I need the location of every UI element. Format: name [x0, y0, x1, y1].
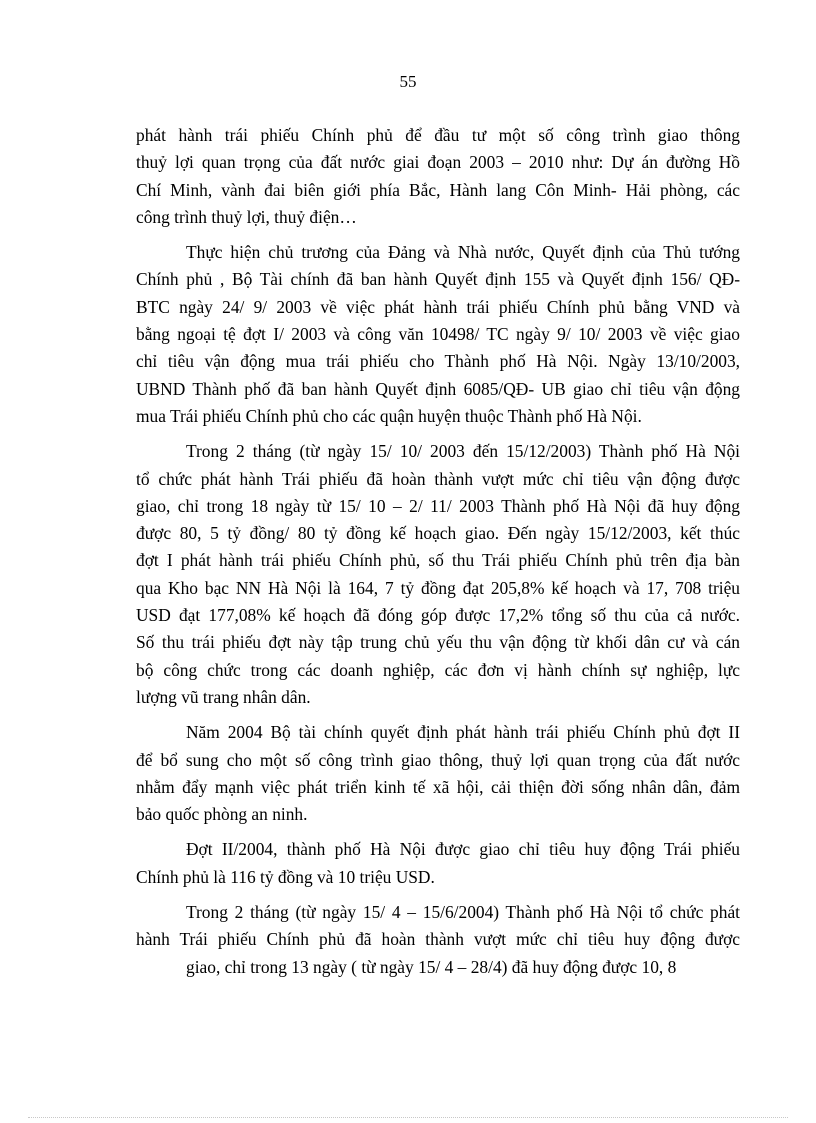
text-line: Thực hiện chủ trương của Đảng và Nhà nước, Quyết định của Thủ tướng [186, 242, 740, 263]
text-line: đợt I phát hành trái phiếu Chính phủ, số thu Trái phiếu Chính phủ trên địa bàn [136, 550, 740, 571]
text-line: BTC ngày 24/ 9/ 2003 về việc phát hành trái phiếu Chính phủ bằng VND và [136, 296, 740, 317]
text-line: thuỷ lợi quan trọng của đất nước giai đoạn 2003 – 2010 như: Dự án đường Hồ [136, 152, 740, 173]
text-line: Trong 2 tháng (từ ngày 15/ 4 – 15/6/2004) Thành phố Hà Nội tổ chức phát [186, 902, 740, 923]
paragraph [136, 239, 740, 430]
paragraph [136, 122, 740, 231]
text-line: bảo quốc phòng an ninh. [136, 804, 308, 825]
text-line: bộ công chức trong các doanh nghiệp, các đơn vị hành chính sự nghiệp, lực [136, 659, 740, 680]
text-line: công trình thuỷ lợi, thuỷ điện… [136, 206, 357, 227]
paragraph [136, 836, 740, 891]
text-line: chỉ tiêu vận động mua trái phiếu cho Thành phố Hà Nội. Ngày 13/10/2003, [136, 351, 740, 372]
text-line: giao, chỉ trong 13 ngày ( từ ngày 15/ 4 – 28/4) đã huy động được 10, 8 [186, 956, 677, 977]
text-line: Trong 2 tháng (từ ngày 15/ 10/ 2003 đến 15/12/2003) Thành phố Hà Nội [186, 441, 740, 462]
paragraph [136, 899, 740, 981]
page-bottom-divider [28, 1117, 788, 1118]
text-line: Chính phủ , Bộ Tài chính đã ban hành Quyết định 155 và Quyết định 156/ QĐ- [136, 269, 740, 290]
text-line: được 80, 5 tỷ đồng/ 80 tỷ đồng kế hoạch giao. Đến ngày 15/12/2003, kết thúc [136, 523, 740, 544]
paragraph [136, 438, 740, 711]
text-line: Chính phủ là 116 tỷ đồng và 10 triệu USD. [136, 866, 435, 887]
text-line: USD đạt 177,08% kế hoạch đã đóng góp được 17,2% tổng số thu của cả nước. [136, 605, 740, 626]
text-line: bằng ngoại tệ đợt I/ 2003 và công văn 10498/ TC ngày 9/ 10/ 2003 về việc giao [136, 324, 740, 345]
document-body [136, 122, 740, 989]
paragraph [136, 719, 740, 828]
text-line: lượng vũ trang nhân dân. [136, 686, 311, 707]
text-line: Chí Minh, vành đai biên giới phía Bắc, Hành lang Côn Minh- Hải phòng, các [136, 179, 740, 200]
text-line: Năm 2004 Bộ tài chính quyết định phát hành trái phiếu Chính phủ đợt II [186, 722, 740, 743]
text-line: phát hành trái phiếu Chính phủ để đầu tư một số công trình giao thông [136, 125, 740, 145]
text-line: mua Trái phiếu Chính phủ cho các quận huyện thuộc Thành phố Hà Nội. [136, 405, 642, 426]
text-line: tổ chức phát hành Trái phiếu đã hoàn thành vượt mức chỉ tiêu vận động được [136, 468, 740, 489]
text-line: Đợt II/2004, thành phố Hà Nội được giao chỉ tiêu huy động Trái phiếu [186, 839, 740, 860]
text-line: hành Trái phiếu Chính phủ đã hoàn thành vượt mức chỉ tiêu huy động được [136, 929, 740, 950]
text-line: UBND Thành phố đã ban hành Quyết định 6085/QĐ- UB giao chỉ tiêu vận động [136, 378, 740, 399]
text-line: qua Kho bạc NN Hà Nội là 164, 7 tỷ đồng đạt 205,8% kế hoạch và 17, 708 triệu [136, 577, 740, 598]
page-number: 55 [399, 72, 417, 91]
text-line: để bổ sung cho một số công trình giao thông, thuỷ lợi quan trọng của đất nước [136, 749, 740, 770]
text-line: giao, chỉ trong 18 ngày từ 15/ 10 – 2/ 11/ 2003 Thành phố Hà Nội đã huy động [136, 495, 740, 516]
text-line: nhằm đẩy mạnh việc phát triển kinh tế xã hội, cải thiện đời sống nhân dân, đảm [136, 776, 740, 797]
text-line: Số thu trái phiếu đợt này tập trung chủ yếu thu vận động từ khối dân cư và cán [136, 632, 740, 653]
